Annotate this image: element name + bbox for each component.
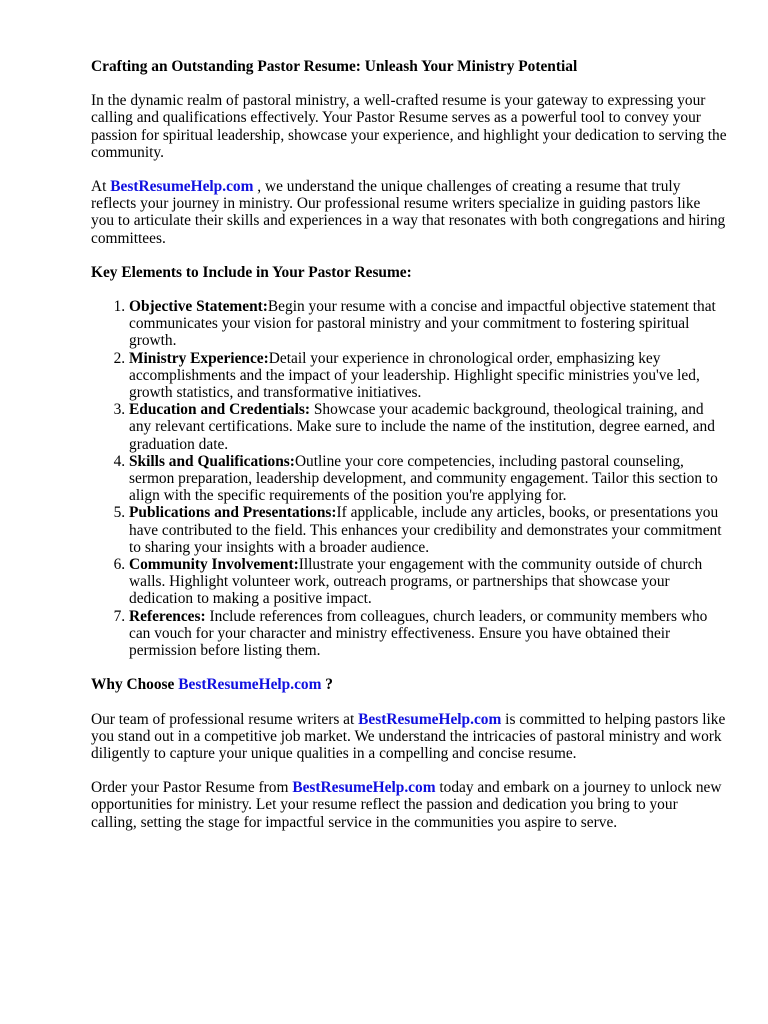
element-term: Ministry Experience: [129, 349, 269, 367]
order-prefix: Order your Pastor Resume from [91, 779, 293, 797]
element-text: Showcase your academic background, theological training, and any relevant certifications. Make sure to include the name of the institution, degree earned, and graduation date. [129, 401, 715, 453]
element-text: Include references from colleagues, church leaders, or community members who can vouch for your character and ministry effectiveness. Ensure you have obtained their permission before listing them. [129, 607, 708, 660]
bestresumehelp-link[interactable]: BestResumeHelp.com [178, 676, 322, 694]
list-item [129, 504, 727, 556]
order-paragraph [91, 779, 727, 831]
list-item [129, 556, 727, 608]
element-term: Education and Credentials: [129, 401, 311, 419]
team-paragraph [91, 711, 727, 763]
document-title: Crafting an Outstanding Pastor Resume: Unleash Your Ministry Potential [91, 58, 578, 75]
list-item [129, 350, 727, 402]
why-choose-heading [91, 676, 727, 693]
about-prefix: At [91, 178, 111, 196]
element-text: Detail your experience in chronological order, emphasizing key accomplishments and the impact of your leadership. Highlight specific ministries you've led, growth statistics, and transformative initiatives. [129, 349, 700, 402]
list-item [129, 608, 727, 660]
element-text: Outline your core competencies, including pastoral counseling, sermon preparation, leadership development, and community engagement. Tailor this section to align with the specific requirements of the position you're applying for. [129, 452, 718, 505]
element-text: If applicable, include any articles, books, or presentations you have contributed to the field. This enhances your credibility and demonstrates your commitment to sharing your insights with a broader audience. [129, 504, 722, 556]
order-suffix: today and embark on a journey to unlock new opportunities for ministry. Let your resume reflect the passion and dedication you bring to your calling, setting the stage for impactful service in the communities you aspire to serve. [91, 779, 722, 831]
element-text: Begin your resume with a concise and impactful objective statement that communicates your vision for pastoral ministry and your commitment to fostering spiritual growth. [129, 298, 716, 350]
key-elements-heading: Key Elements to Include in Your Pastor Resume: [91, 263, 412, 281]
element-term: Skills and Qualifications: [129, 452, 295, 470]
document-page [91, 58, 727, 848]
element-term: Community Involvement: [129, 556, 299, 574]
team-suffix: is committed to helping pastors like you stand out in a competitive job market. We understand the intricacies of pastoral ministry and work diligently to capture your unique qualities in a compelling and concise resume. [91, 710, 726, 762]
list-item [129, 453, 727, 505]
bestresumehelp-link[interactable]: BestResumeHelp.com [292, 779, 436, 797]
about-suffix: , we understand the unique challenges of creating a resume that truly reflects your journey in ministry. Our professional resume writers specialize in guiding pastors like you to articulate their skills and experiences in a way that resonates with both congregations and hiring committees. [91, 178, 726, 247]
element-term: References: [129, 607, 206, 625]
why-suffix: ? [321, 676, 333, 694]
element-text: Illustrate your engagement with the community outside of church walls. Highlight volunteer work, outreach programs, or partnerships that showcase your dedication to making a positive impact. [129, 556, 703, 608]
element-term: Objective Statement: [129, 298, 268, 316]
list-item [129, 298, 727, 350]
why-prefix: Why Choose [91, 676, 179, 694]
bestresumehelp-link[interactable]: BestResumeHelp.com [358, 710, 502, 728]
key-elements-list [91, 298, 727, 659]
team-prefix: Our team of professional resume writers at [91, 710, 359, 728]
intro-paragraph: In the dynamic realm of pastoral ministry, a well-crafted resume is your gateway to expressing your calling and qualifications effectively. Your Pastor Resume serves as a powerful tool to convey your passion for spiritual leadership, showcase your experience, and highlight your dedication to serving the community. [91, 92, 727, 161]
element-term: Publications and Presentations: [129, 504, 337, 522]
about-paragraph [91, 178, 727, 247]
bestresumehelp-link[interactable]: BestResumeHelp.com [110, 178, 254, 196]
list-item [129, 401, 727, 453]
